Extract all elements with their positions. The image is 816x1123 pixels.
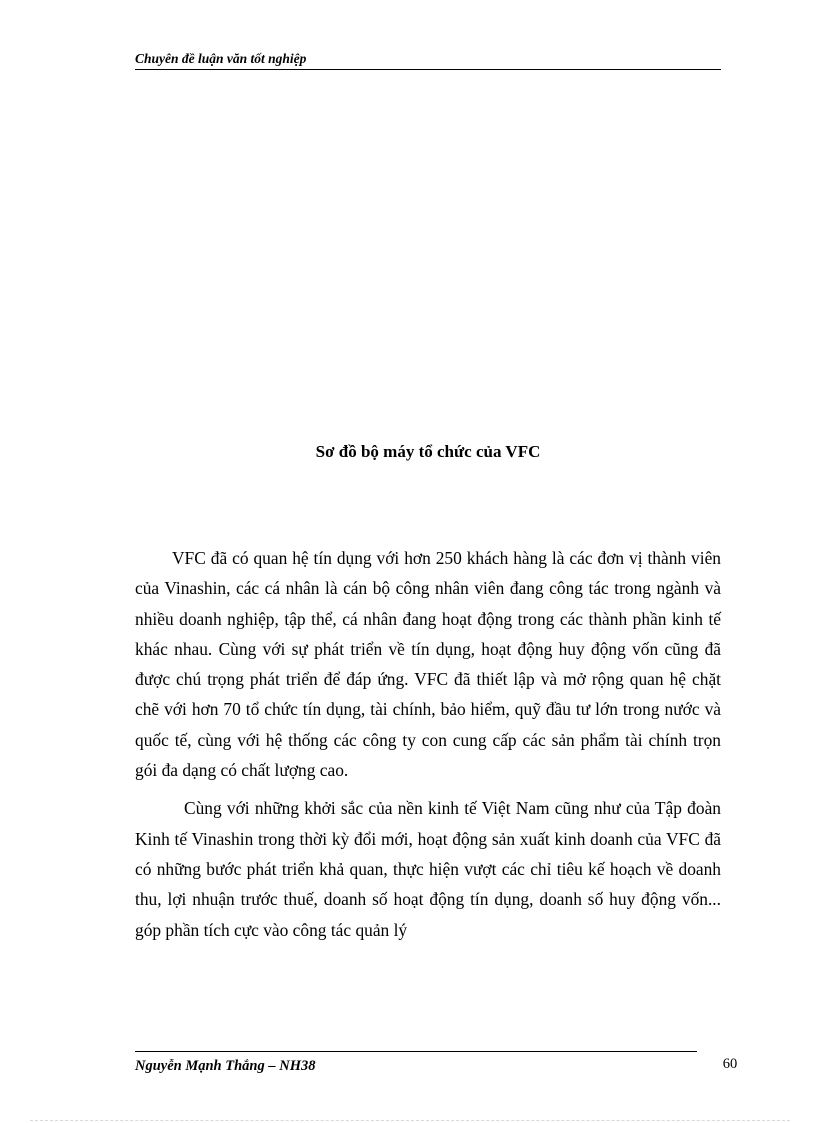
page-number: 60 xyxy=(722,1056,738,1072)
body-text xyxy=(135,543,721,953)
footer-author: Nguyễn Mạnh Thắng – NH38 xyxy=(135,1058,316,1074)
footer-divider xyxy=(135,1051,697,1052)
header-title: Chuyên đề luận văn tốt nghiệp xyxy=(135,51,307,66)
section-title: Sơ đồ bộ máy tổ chức của VFC xyxy=(315,442,541,461)
paragraph: Cùng với những khởi sắc của nền kinh tế Việt Nam cũng như của Tập đoàn Kinh tế Vinashin trong thời kỳ đổi mới, hoạt động sản xuất kinh doanh của VFC đã có những bước phát triển khả quan, thực hiện vượt các chỉ tiêu kế hoạch về doanh thu, lợi nhuận trước thuế, doanh số hoạt động tín dụng, doanh số huy động vốn... góp phần tích cực vào công tác quản lý xyxy=(135,798,721,940)
paragraph: VFC đã có quan hệ tín dụng với hơn 250 khách hàng là các đơn vị thành viên của Vinashin, các cá nhân là cán bộ công nhân viên đang công tác trong ngành và nhiều doanh nghiệp, tập thể, cá nhân đang hoạt động trong các thành phần kinh tế khác nhau. Cùng với sự phát triển về tín dụng, hoạt động huy động vốn cũng đã được chú trọng phát triển để đáp ứng. VFC đã thiết lập và mở rộng quan hệ chặt chẽ với hơn 70 tổ chức tín dụng, tài chính, bảo hiểm, quỹ đầu tư lớn trong nước và quốc tế, cùng với hệ thống các công ty con cung cấp các sản phẩm tài chính trọn gói đa dạng có chất lượng cao. xyxy=(135,548,721,781)
page-header xyxy=(135,50,721,70)
page-break-divider xyxy=(30,1120,790,1121)
